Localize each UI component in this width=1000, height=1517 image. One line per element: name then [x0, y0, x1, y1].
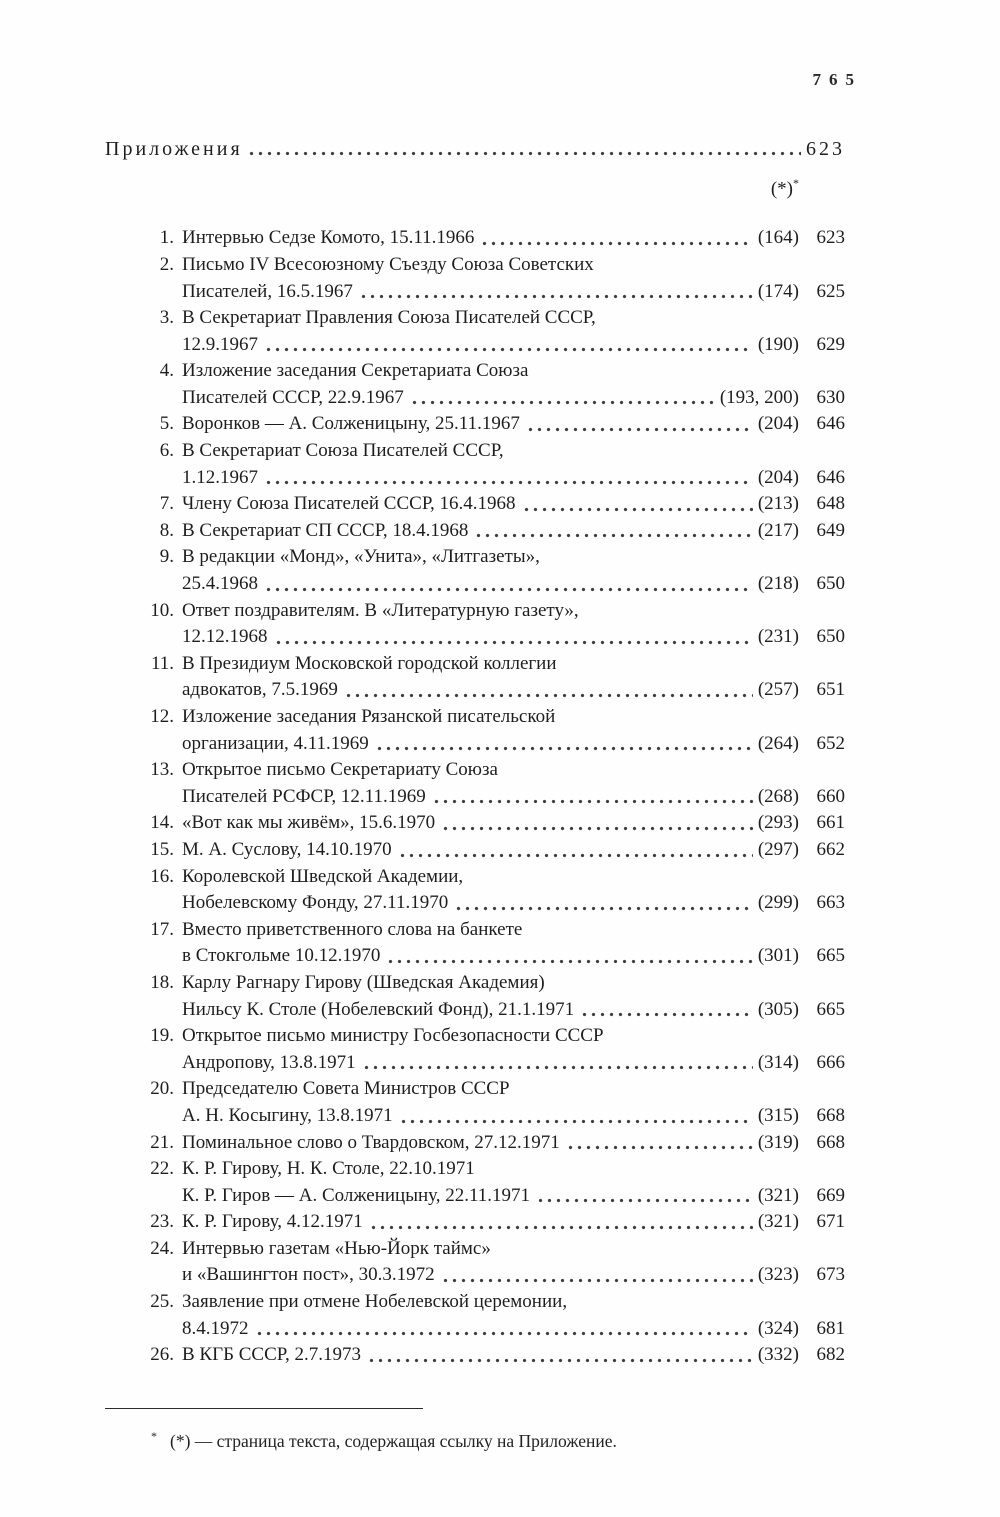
entry-number: 4.	[159, 360, 174, 382]
toc-entry	[145, 411, 845, 438]
entry-page-number: 662	[816, 838, 845, 860]
entry-page-number: 623	[816, 227, 845, 249]
footnote-text: (*) — страница текста, содержащая ссылку на Приложение.	[170, 1430, 617, 1451]
entry-page-number: 671	[816, 1211, 845, 1233]
entry-lines	[182, 1209, 845, 1236]
entry-reference-page: (301)	[757, 945, 799, 967]
entry-title-text: Письмо IV Всесоюзному Съезду Союза Советских	[182, 253, 594, 275]
entry-title-text: Поминальное слово о Твардовском, 27.12.1971	[182, 1131, 560, 1153]
toc-entry	[145, 252, 845, 305]
entry-lines	[182, 864, 845, 917]
entry-line	[182, 438, 845, 465]
dot-leader	[245, 136, 801, 162]
footnote	[105, 1424, 870, 1453]
entry-lines	[182, 411, 845, 438]
entry-title-text: Ответ поздравителям. В «Литературную газету»,	[182, 599, 579, 621]
entry-line	[182, 731, 845, 758]
entry-reference-page: (204)	[757, 413, 799, 435]
entry-number: 15.	[150, 838, 174, 860]
entry-number: 26.	[150, 1344, 174, 1366]
entry-line	[182, 1183, 845, 1210]
entry-line	[182, 1130, 845, 1157]
entry-page-number: 668	[816, 1104, 845, 1126]
entry-line	[182, 890, 845, 917]
entry-reference-page: (217)	[757, 519, 799, 541]
entry-title-text: Нильсу К. Столе (Нобелевский Фонд), 21.1.1971	[182, 998, 575, 1020]
entry-reference-page: (204)	[757, 466, 799, 488]
entry-title-text: Королевской Шведской Академии,	[182, 865, 464, 887]
entry-line	[182, 1209, 845, 1236]
page-number: 765	[812, 70, 862, 89]
dot-leader	[272, 624, 753, 651]
entry-title-text: В Президиум Московской городской коллегии	[182, 652, 557, 674]
entry-title-text: Изложение заседания Секретариата Союза	[182, 360, 529, 382]
entry-title-text: 1.12.1967	[182, 466, 258, 488]
entry-lines	[182, 252, 845, 305]
entry-page-number: 681	[816, 1317, 845, 1339]
entry-line	[182, 997, 845, 1024]
entry-line	[182, 332, 845, 359]
entry-title-text: В КГБ СССР, 2.7.1973	[182, 1344, 361, 1366]
entry-title-text: Интервью Седзе Комото, 15.11.1966	[182, 227, 475, 249]
entry-line	[182, 279, 845, 306]
entry-title-text: В Секретариат СП СССР, 18.4.1968	[182, 519, 469, 541]
entry-page-number: 661	[816, 812, 845, 834]
toc-entry	[145, 757, 845, 810]
entry-title-text: в Стокгольме 10.12.1970	[182, 945, 381, 967]
entry-line	[182, 1316, 845, 1343]
entry-page-number: 650	[816, 573, 845, 595]
section-page-number: 623	[806, 138, 845, 160]
entry-line	[182, 784, 845, 811]
entry-number: 24.	[150, 1237, 174, 1259]
entry-line	[182, 1050, 845, 1077]
entry-title-text: 25.4.1968	[182, 573, 258, 595]
entry-reference-page: (293)	[757, 812, 799, 834]
entry-lines	[182, 598, 845, 651]
entry-number: 6.	[159, 440, 174, 462]
entry-number: 9.	[159, 546, 174, 568]
entry-reference-page: (231)	[757, 626, 799, 648]
entry-reference-page: (164)	[757, 227, 799, 249]
toc-entry	[145, 305, 845, 358]
dot-leader	[408, 385, 715, 412]
entry-lines	[182, 1023, 845, 1076]
toc-entry	[145, 438, 845, 491]
entry-line	[182, 225, 845, 252]
entry-lines	[182, 358, 845, 411]
entry-reference-page: (305)	[757, 998, 799, 1020]
entry-number: 14.	[150, 812, 174, 834]
dot-leader	[384, 943, 752, 970]
entry-line	[182, 624, 845, 651]
entry-reference-page: (264)	[757, 732, 799, 754]
entry-title-text: 12.12.1968	[182, 626, 268, 648]
entry-number: 18.	[150, 971, 174, 993]
dot-leader	[262, 332, 753, 359]
dot-leader	[430, 784, 753, 811]
ref-column-note	[105, 171, 845, 201]
entry-page-number: 652	[816, 732, 845, 754]
entry-title-text: Заявление при отмене Нобелевской церемонии,	[182, 1291, 568, 1313]
dot-leader	[472, 518, 752, 545]
entry-reference-page: (299)	[757, 892, 799, 914]
entry-reference-page: (319)	[757, 1131, 799, 1153]
entry-page-number: 630	[816, 386, 845, 408]
entry-title-text: и «Вашингтон пост», 30.3.1972	[182, 1264, 435, 1286]
entry-title-text: М. А. Суслову, 14.10.1970	[182, 838, 392, 860]
entry-page-number: 660	[816, 785, 845, 807]
entry-number: 19.	[150, 1025, 174, 1047]
toc-entry	[145, 598, 845, 651]
entry-line	[182, 491, 845, 518]
entry-line	[182, 1156, 845, 1183]
toc-entry	[145, 491, 845, 518]
footnote-divider	[105, 1408, 423, 1409]
entry-reference-page: (297)	[757, 838, 799, 860]
entry-reference-page: (332)	[757, 1344, 799, 1366]
entry-title-text: В Секретариат Союза Писателей СССР,	[182, 440, 504, 462]
entry-line	[182, 305, 845, 332]
entry-reference-page: (257)	[757, 679, 799, 701]
dot-leader	[357, 279, 753, 306]
entry-lines	[182, 970, 845, 1023]
entry-title-text: Изложение заседания Рязанской писательской	[182, 706, 556, 728]
entry-title-text: «Вот как мы живём», 15.6.1970	[182, 812, 436, 834]
section-title: Приложения	[105, 138, 243, 160]
entry-line	[182, 1023, 845, 1050]
entry-title-text: Карлу Рагнару Гирову (Шведская Академия)	[182, 971, 545, 993]
entry-number: 8.	[159, 519, 174, 541]
entry-title-text: Андропову, 13.8.1971	[182, 1051, 356, 1073]
entry-title-text: Интервью газетам «Нью-Йорк таймс»	[182, 1237, 491, 1259]
entry-reference-page: (323)	[757, 1264, 799, 1286]
entry-title-text: Писателей, 16.5.1967	[182, 280, 353, 302]
dot-leader	[452, 890, 753, 917]
entry-number: 13.	[150, 759, 174, 781]
entry-number: 23.	[150, 1211, 174, 1233]
entry-lines	[182, 1130, 845, 1157]
entry-line	[182, 465, 845, 492]
entry-number: 20.	[150, 1078, 174, 1100]
entry-line	[182, 411, 845, 438]
entry-lines	[182, 225, 845, 252]
entry-title-text: Открытое письмо Секретариату Союза	[182, 759, 498, 781]
entry-reference-page: (190)	[757, 333, 799, 355]
entry-page-number: 648	[816, 493, 845, 515]
toc-section-header	[105, 136, 845, 162]
ref-note-text: (*)	[770, 178, 793, 200]
entry-title-text: Председателю Совета Министров СССР	[182, 1078, 510, 1100]
dot-leader	[396, 837, 753, 864]
entry-title-text: адвокатов, 7.5.1969	[182, 679, 338, 701]
toc-content	[105, 136, 845, 1369]
entry-reference-page: (193, 200)	[719, 386, 799, 408]
entry-line	[182, 598, 845, 625]
dot-leader	[478, 225, 752, 252]
toc-entry	[145, 1130, 845, 1157]
toc-entry	[145, 917, 845, 970]
toc-entry	[145, 864, 845, 917]
entry-lines	[182, 917, 845, 970]
toc-entries-list	[145, 225, 845, 1369]
entry-page-number: 651	[816, 679, 845, 701]
entry-title-text: К. Р. Гирову, 4.12.1971	[182, 1211, 363, 1233]
entry-page-number: 673	[816, 1264, 845, 1286]
toc-entry	[145, 225, 845, 252]
entry-reference-page: (315)	[757, 1104, 799, 1126]
entry-page-number: 649	[816, 519, 845, 541]
entry-line	[182, 544, 845, 571]
toc-entry	[145, 518, 845, 545]
entry-reference-page: (268)	[757, 785, 799, 807]
entry-number: 21.	[150, 1131, 174, 1153]
entry-page-number: 665	[816, 945, 845, 967]
dot-leader	[342, 677, 753, 704]
dot-leader	[262, 465, 753, 492]
entry-page-number: 669	[816, 1184, 845, 1206]
dot-leader	[365, 1342, 753, 1369]
entry-line	[182, 1076, 845, 1103]
dot-leader	[367, 1209, 753, 1236]
entry-lines	[182, 544, 845, 597]
entry-line	[182, 1103, 845, 1130]
entry-page-number: 666	[816, 1051, 845, 1073]
toc-entry	[145, 1289, 845, 1342]
entry-title-text: В Секретариат Правления Союза Писателей СССР,	[182, 307, 596, 329]
entry-title-text: 8.4.1972	[182, 1317, 249, 1339]
entry-page-number: 629	[816, 333, 845, 355]
entry-title-text: Воронков — А. Солженицыну, 25.11.1967	[182, 413, 520, 435]
entry-lines	[182, 1076, 845, 1129]
toc-entry	[145, 1023, 845, 1076]
toc-entry	[145, 1209, 845, 1236]
ref-note-asterisk: *	[793, 176, 799, 190]
entry-reference-page: (324)	[757, 1317, 799, 1339]
toc-entry	[145, 810, 845, 837]
entry-lines	[182, 810, 845, 837]
entry-page-number: 663	[816, 892, 845, 914]
entry-number: 12.	[150, 706, 174, 728]
dot-leader	[439, 1262, 753, 1289]
entry-lines	[182, 518, 845, 545]
entry-title-text: Писателей РСФСР, 12.11.1969	[182, 785, 426, 807]
toc-entry	[145, 544, 845, 597]
entry-lines	[182, 757, 845, 810]
entry-line	[182, 1262, 845, 1289]
entry-number: 10.	[150, 599, 174, 621]
entry-reference-page: (174)	[757, 280, 799, 302]
dot-leader	[520, 491, 753, 518]
entry-line	[182, 704, 845, 731]
entry-title-text: Писателей СССР, 22.9.1967	[182, 386, 404, 408]
entry-lines	[182, 438, 845, 491]
entry-line	[182, 917, 845, 944]
entry-title-text: А. Н. Косыгину, 13.8.1971	[182, 1104, 393, 1126]
toc-entry	[145, 651, 845, 704]
toc-entry	[145, 704, 845, 757]
entry-line	[182, 571, 845, 598]
entry-line	[182, 518, 845, 545]
entry-reference-page: (321)	[757, 1184, 799, 1206]
entry-line	[182, 651, 845, 678]
entry-lines	[182, 491, 845, 518]
entry-reference-page: (321)	[757, 1211, 799, 1233]
toc-entry	[145, 1156, 845, 1209]
entry-title-text: Нобелевскому Фонду, 27.11.1970	[182, 892, 449, 914]
entry-line	[182, 864, 845, 891]
entry-line	[182, 757, 845, 784]
footnote-marker: *	[151, 1429, 157, 1443]
dot-leader	[439, 810, 753, 837]
dot-leader	[578, 997, 753, 1024]
entry-title-text: Открытое письмо министру Госбезопасности СССР	[182, 1025, 604, 1047]
entry-title-text: В редакции «Монд», «Унита», «Литгазеты»,	[182, 546, 540, 568]
entry-title-text: организации, 4.11.1969	[182, 732, 369, 754]
entry-page-number: 665	[816, 998, 845, 1020]
entry-reference-page: (213)	[757, 493, 799, 515]
entry-lines	[182, 305, 845, 358]
dot-leader	[564, 1130, 753, 1157]
entry-page-number: 682	[816, 1344, 845, 1366]
entry-number: 1.	[159, 227, 174, 249]
entry-line	[182, 252, 845, 279]
entry-number: 17.	[150, 918, 174, 940]
entry-lines	[182, 1156, 845, 1209]
entry-number: 3.	[159, 307, 174, 329]
entry-number: 11.	[150, 652, 174, 674]
entry-page-number: 650	[816, 626, 845, 648]
toc-entry	[145, 1342, 845, 1369]
dot-leader	[253, 1316, 753, 1343]
entry-line	[182, 1289, 845, 1316]
entry-lines	[182, 1236, 845, 1289]
entry-title-text: К. Р. Гирову, Н. К. Столе, 22.10.1971	[182, 1158, 475, 1180]
toc-entry	[145, 970, 845, 1023]
entry-line	[182, 677, 845, 704]
entry-line	[182, 358, 845, 385]
dot-leader	[360, 1050, 753, 1077]
entry-page-number: 646	[816, 466, 845, 488]
entry-line	[182, 810, 845, 837]
entry-line	[182, 837, 845, 864]
entry-lines	[182, 1289, 845, 1342]
dot-leader	[373, 731, 753, 758]
entry-number: 16.	[150, 865, 174, 887]
entry-title-text: К. Р. Гиров — А. Солженицыну, 22.11.1971	[182, 1184, 531, 1206]
entry-line	[182, 1236, 845, 1263]
entry-line	[182, 970, 845, 997]
entry-number: 5.	[159, 413, 174, 435]
entry-title-text: 12.9.1967	[182, 333, 258, 355]
entry-number: 25.	[150, 1291, 174, 1313]
entry-number: 22.	[150, 1158, 174, 1180]
toc-entry	[145, 1236, 845, 1289]
entry-lines	[182, 1342, 845, 1369]
toc-entry	[145, 358, 845, 411]
dot-leader	[524, 411, 753, 438]
entry-reference-page: (314)	[757, 1051, 799, 1073]
entry-lines	[182, 704, 845, 757]
entry-lines	[182, 651, 845, 704]
entry-number: 7.	[159, 493, 174, 515]
entry-line	[182, 1342, 845, 1369]
dot-leader	[534, 1183, 753, 1210]
dot-leader	[262, 571, 753, 598]
toc-entry	[145, 1076, 845, 1129]
entry-reference-page: (218)	[757, 573, 799, 595]
entry-title-text: Вместо приветственного слова на банкете	[182, 918, 523, 940]
entry-line	[182, 943, 845, 970]
entry-title-text: Члену Союза Писателей СССР, 16.4.1968	[182, 493, 516, 515]
toc-entry	[145, 837, 845, 864]
entry-lines	[182, 837, 845, 864]
entry-page-number: 625	[816, 280, 845, 302]
entry-number: 2.	[159, 253, 174, 275]
dot-leader	[397, 1103, 753, 1130]
entry-page-number: 668	[816, 1131, 845, 1153]
entry-line	[182, 385, 845, 412]
entry-page-number: 646	[816, 413, 845, 435]
